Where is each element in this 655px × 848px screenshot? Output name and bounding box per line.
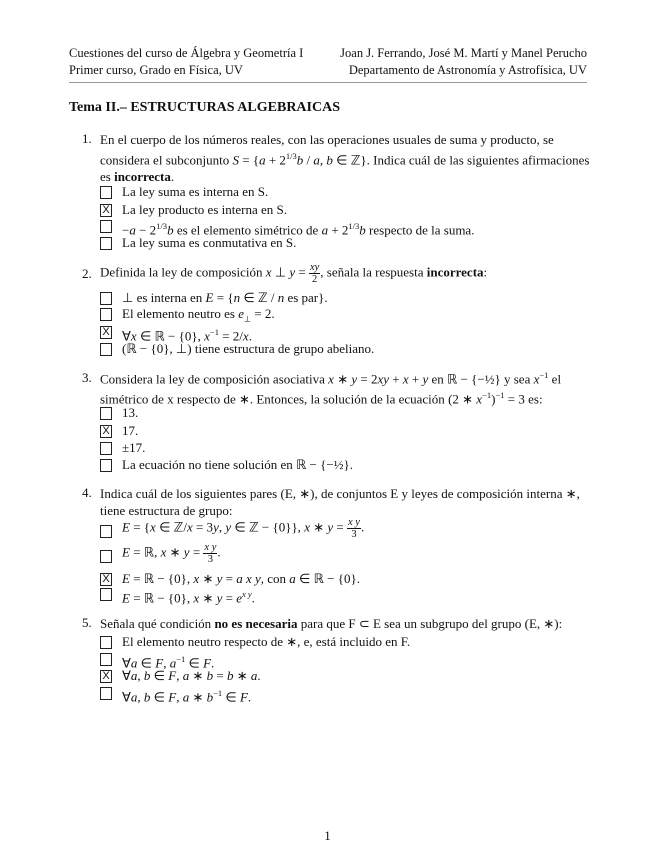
checkbox[interactable] bbox=[100, 308, 112, 321]
header-authors: Joan J. Ferrando, José M. Martí y Manel Perucho bbox=[340, 46, 587, 60]
checkbox-checked[interactable]: X bbox=[100, 425, 112, 438]
checkbox[interactable] bbox=[100, 220, 112, 233]
checkbox[interactable] bbox=[100, 525, 112, 538]
question-4-number: 4. bbox=[82, 485, 92, 500]
question-2-number: 2. bbox=[82, 266, 92, 281]
checkbox[interactable] bbox=[100, 186, 112, 199]
checkbox[interactable] bbox=[100, 237, 112, 250]
checkbox[interactable] bbox=[100, 653, 112, 666]
question-5-number: 5. bbox=[82, 615, 92, 630]
header-divider bbox=[69, 82, 587, 83]
checkbox-checked[interactable]: X bbox=[100, 326, 112, 339]
checkbox-checked[interactable]: X bbox=[100, 573, 112, 586]
header-department: Departamento de Astronomía y Astrofísica, UV bbox=[348, 63, 587, 77]
header-row-2 bbox=[69, 62, 587, 78]
checkbox[interactable] bbox=[100, 459, 112, 472]
checkbox[interactable] bbox=[100, 687, 112, 700]
header-course: Cuestiones del curso de Álgebra y Geometría I bbox=[69, 46, 304, 60]
question-5-text: Señala qué condición no es necesaria para que F ⊂ E sea un subgrupo del grupo (E, ∗): bbox=[100, 616, 563, 631]
header-degree: Primer curso, Grado en Física, UV bbox=[69, 63, 243, 77]
header-row-1 bbox=[69, 45, 587, 61]
checkbox[interactable] bbox=[100, 636, 112, 649]
checkbox[interactable] bbox=[100, 550, 112, 563]
checkbox[interactable] bbox=[100, 588, 112, 601]
checkbox[interactable] bbox=[100, 343, 112, 356]
checkbox-checked[interactable]: X bbox=[100, 204, 112, 217]
question-3-number: 3. bbox=[82, 370, 92, 385]
checkbox[interactable] bbox=[100, 442, 112, 455]
question-1-text: En el cuerpo de los números reales, con las operaciones usuales de suma y producto, se considera el subconjunto $S = \{a + 2^{1/3}b / a$, b ∈ ℤ}. Indica cuál de las siguientes afirmaciones es incorrecta. bbox=[100, 132, 590, 185]
section-title: Tema II.– ESTRUCTURAS ALGEBRAICAS bbox=[69, 100, 340, 115]
checkbox[interactable] bbox=[100, 407, 112, 420]
checkbox[interactable] bbox=[100, 292, 112, 305]
document-page: Cuestiones del curso de Álgebra y Geometría I Joan J. Ferrando, José M. Martí y Manel Perucho Primer curso, Grado en Física, UV Departamento de Astronomía y Astrofísica, UV Tema II.– ESTRUCTURAS ALGEBRAICAS 1. En el cuerpo de los números reales, con las operaciones usuales de suma y producto, se considera el subconjunto $S = \{a + 2^{1/3}b / a$, b ∈ ℤ}. Indica cuál de las siguientes afirmaciones es incorrecta. La ley suma es interna en S. X La ley producto es interna en S. $-a - 2^{1/3}b$ es el elemento simétrico de $a + 2^{1/3}b$ respecto de la suma. La ley suma es conmutativa en S. 2. Definida la ley de composición x ⊥ y = $\frac{xy}{2}$ , señala la respuesta incorrecta: ⊥ es interna en E = {n ∈ ℤ / n es par}. El elemento neutro es $e_\perp = 2$. X ∀x ∈ ℝ − {0}, $x^{-1} = 2/x$. (ℝ − {0}, ⊥) tiene estructura de grupo abeliano. 3. Considera la ley de composición asociativa x ∗ y = 2xy + x + y en ℝ − {−½} y sea $x^{-1}$ el simétrico de x respecto de ∗. Entonces, la solución de la ecuación (2 ∗ $x^{-1})^{-1} = 3$ es: 13. X 17. ±17. La ecuación no tiene solución en ℝ − {−½}. 4. Indica cuál de los siguientes pares (E, ∗), de conjuntos E y leyes de composición interna ∗, tiene estructura de grupo: E = {x ∈ ℤ/x = 3y, y ∈ ℤ − {0}}, x ∗ y = $\frac{\text{x y}}{3}$ . E = ℝ, x ∗ y = $\frac{\text{x y}}{3}$ . X E = ℝ − {0}, x ∗ y = a x y, con a ∈ ℝ − {0}. E = ℝ − {0}, x ∗ $y = e^{x y}$. 5. Señala qué condición no es necesaria para que F ⊂ E sea un subgrupo del grupo (E, ∗): El elemento neutro respecto de ∗, e, está incluido en F. ∀a ∈ F, $a^{-1}$ ∈ F. X ∀a, b ∈ F, a ∗ b = b ∗ a. ∀a, b ∈ F, a ∗ $b^{-1}$ ∈ F. 1 bbox=[0, 0, 655, 848]
question-2-text: Definida la ley de composición x ⊥ y = $\frac{xy}{2}$ , señala la respuesta incorrecta: bbox=[100, 262, 488, 285]
question-4-text: Indica cuál de los siguientes pares (E, ∗), de conjuntos E y leyes de composición interna ∗, tiene estructura de grupo: bbox=[100, 486, 580, 518]
checkbox-checked[interactable]: X bbox=[100, 670, 112, 683]
question-3-text: Considera la ley de composición asociativa x ∗ y = 2xy + x + y en ℝ − {−½} y sea $x^{-1}$ el simétrico de x respecto de ∗. Entonces, la solución de la ecuación (2 ∗ $x^{-1})^{-1} = 3$ es: bbox=[100, 370, 562, 407]
page-number: 1 bbox=[324, 828, 331, 843]
question-1-number: 1. bbox=[82, 131, 92, 146]
